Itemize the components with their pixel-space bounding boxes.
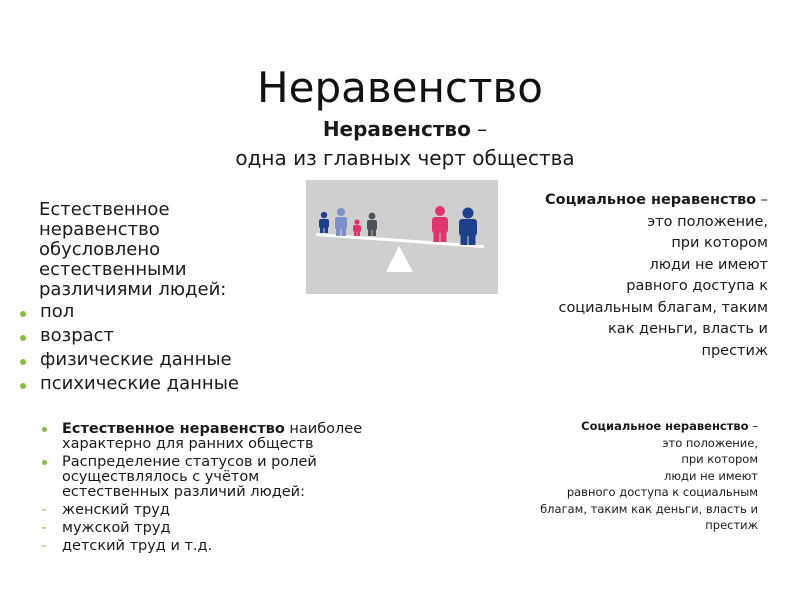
dash-marker: - bbox=[41, 502, 47, 518]
list-item-text: психические данные bbox=[40, 373, 239, 394]
list-item bbox=[18, 372, 288, 396]
list-item-text: возраст bbox=[40, 325, 115, 346]
subtitle-bold: Неравенство bbox=[322, 117, 471, 141]
list-item bbox=[18, 348, 288, 372]
list-item bbox=[40, 422, 370, 452]
intro-line: различиями людей: bbox=[39, 279, 227, 300]
notes-list bbox=[40, 422, 370, 554]
subtitle-definition: одна из главных черт общества bbox=[235, 146, 575, 170]
definition-line: престиж bbox=[701, 342, 768, 359]
definition-heading bbox=[520, 190, 768, 212]
definition-heading bbox=[500, 418, 758, 435]
list-item bbox=[40, 455, 370, 500]
list-item-text: пол bbox=[40, 301, 75, 322]
list-item bbox=[18, 324, 288, 348]
slide-title: Неравенство bbox=[257, 63, 543, 112]
definition-line: равного доступа к bbox=[626, 278, 768, 294]
inequality-scale-image bbox=[306, 180, 498, 294]
definition-line: это положение, bbox=[647, 213, 768, 230]
note-text: мужской труд bbox=[62, 520, 171, 536]
definition-line: люди не имеют bbox=[649, 256, 768, 273]
list-item-text: физические данные bbox=[40, 349, 232, 370]
natural-differences-list bbox=[18, 300, 288, 396]
list-item bbox=[18, 300, 288, 324]
definition-line: благам, таким как деньги, власть и bbox=[540, 501, 758, 516]
scale-people-icon bbox=[306, 180, 498, 294]
dash-marker: - bbox=[41, 520, 47, 536]
intro-line: обусловлено bbox=[39, 239, 161, 260]
note-text: наиболее характерно для ранних обществ bbox=[62, 421, 363, 452]
definition-line: при котором bbox=[671, 235, 768, 251]
subtitle-dash: – bbox=[470, 117, 488, 141]
definition-dash: – bbox=[756, 192, 768, 208]
definition-line: как деньги, власть и bbox=[608, 321, 768, 337]
definition-line: равного доступа к социальным bbox=[566, 485, 758, 499]
definition-line: это положение, bbox=[662, 435, 758, 450]
subtitle-term bbox=[0, 116, 800, 142]
list-item bbox=[40, 521, 370, 536]
dash-marker: - bbox=[41, 538, 47, 554]
definition-line: при котором bbox=[681, 452, 758, 466]
bullet-dot bbox=[20, 335, 26, 341]
definition-line: люди не имеют bbox=[664, 468, 758, 483]
bullet-dot bbox=[20, 383, 26, 389]
definition-line: престиж bbox=[705, 518, 758, 532]
list-item bbox=[40, 539, 370, 554]
bullet-dot bbox=[20, 311, 26, 317]
definition-dash: – bbox=[748, 419, 758, 433]
intro-line: естественными bbox=[39, 259, 187, 280]
note-text: Распределение статусов и ролей осуществлялось с учётом естественных различий людей: bbox=[62, 454, 317, 500]
definition-term: Социальное неравенство bbox=[581, 419, 749, 433]
list-item bbox=[40, 503, 370, 518]
social-inequality-definition-small bbox=[500, 418, 758, 534]
definition-term: Социальное неравенство bbox=[545, 192, 757, 208]
note-term: Естественное неравенство bbox=[62, 421, 285, 437]
social-inequality-definition bbox=[520, 190, 768, 362]
bullet-dot bbox=[42, 460, 47, 465]
bullet-dot bbox=[42, 427, 47, 432]
note-text: детский труд и т.д. bbox=[62, 538, 213, 554]
natural-inequality-block bbox=[18, 200, 288, 396]
bullet-dot bbox=[20, 359, 26, 365]
definition-line: социальным благам, таким bbox=[558, 299, 768, 316]
natural-inequality-intro bbox=[18, 200, 288, 300]
note-text: женский труд bbox=[62, 502, 170, 518]
intro-line: Естественное bbox=[39, 199, 170, 220]
intro-line: неравенство bbox=[39, 219, 160, 240]
natural-inequality-notes bbox=[40, 422, 370, 557]
